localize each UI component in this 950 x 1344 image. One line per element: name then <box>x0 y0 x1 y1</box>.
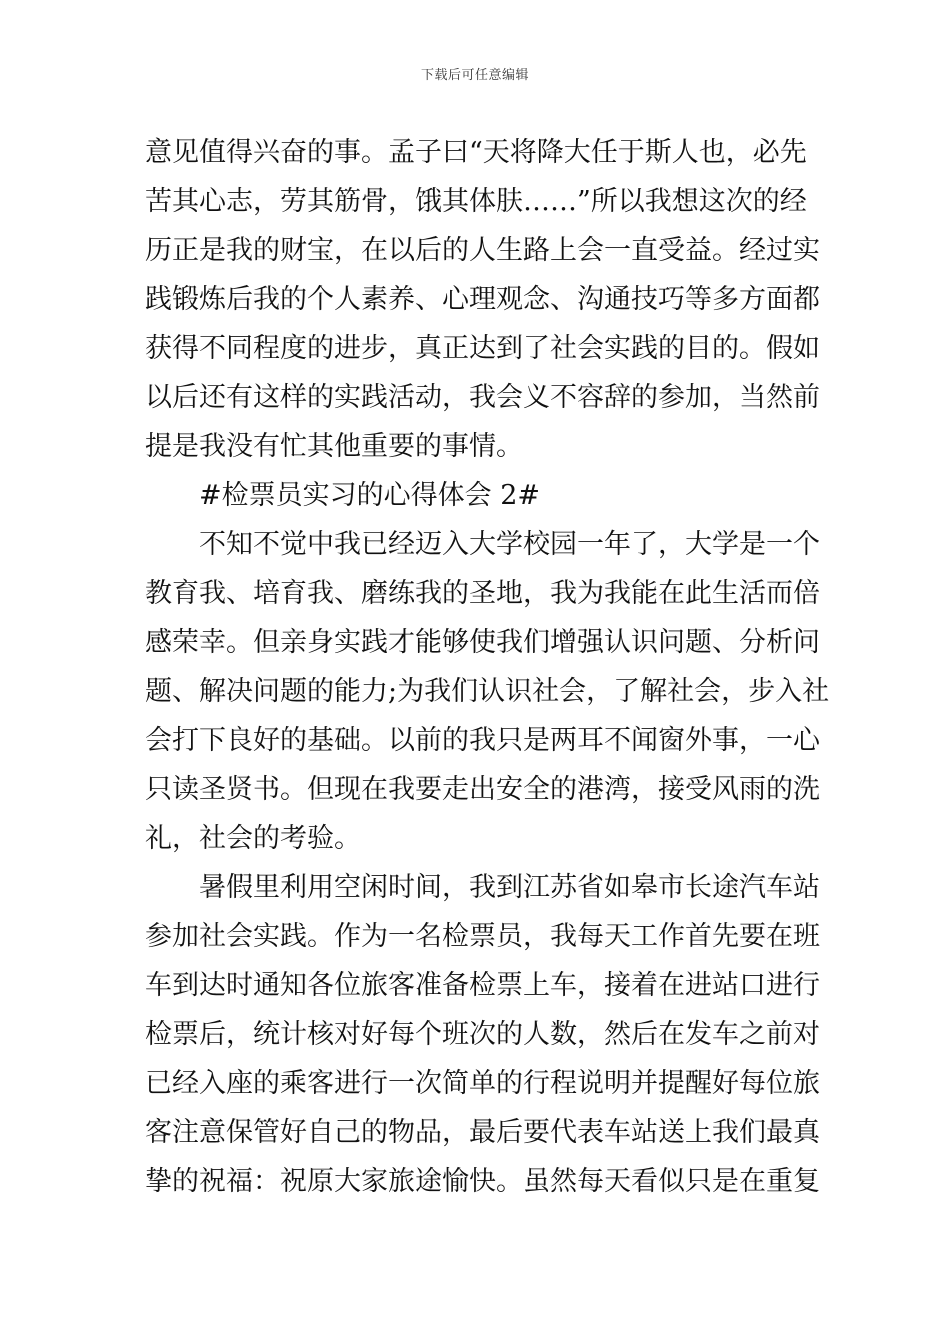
text-line-18: 车到达时通知各位旅客准备检票上车，接着在进站口进行 <box>145 970 820 1001</box>
text-line-3: 历正是我的财宝，在以后的人生路上会一直受益。经过实 <box>145 235 820 266</box>
text-line-6: 以后还有这样的实践活动，我会义不容辞的参加，当然前 <box>145 382 820 413</box>
document-body <box>145 128 830 1206</box>
text-line-5: 获得不同程度的进步，真正达到了社会实践的目的。假如 <box>145 333 820 364</box>
text-line-9: 不知不觉中我已经迈入大学校园一年了，大学是一个 <box>199 529 820 560</box>
text-line-4: 践锻炼后我的个人素养、心理观念、沟通技巧等多方面都 <box>145 284 820 315</box>
text-line-19: 检票后，统计核对好每个班次的人数，然后在发车之前对 <box>145 1019 820 1050</box>
section-heading: #检票员实习的心得体会 2# <box>199 480 541 511</box>
text-line-12: 题、解决问题的能力;为我们认识社会，了解社会，步入社 <box>145 676 830 707</box>
text-line-1: 意见值得兴奋的事。孟子曰“天将降大任于斯人也，必先 <box>145 137 807 168</box>
text-line-22: 挚的祝福：祝原大家旅途愉快。虽然每天看似只是在重复 <box>145 1166 820 1197</box>
text-line-15: 礼，社会的考验。 <box>145 823 361 854</box>
text-line-21: 客注意保管好自己的物品，最后要代表车站送上我们最真 <box>145 1117 820 1148</box>
text-line-13: 会打下良好的基础。以前的我只是两耳不闻窗外事，一心 <box>145 725 820 756</box>
text-line-11: 感荣幸。但亲身实践才能够使我们增强认识问题、分析问 <box>145 627 820 658</box>
text-line-16: 暑假里利用空闲时间，我到江苏省如皋市长途汽车站 <box>199 872 820 903</box>
text-line-14: 只读圣贤书。但现在我要走出安全的港湾，接受风雨的洗 <box>145 774 820 805</box>
text-line-17: 参加社会实践。作为一名检票员，我每天工作首先要在班 <box>145 921 820 952</box>
text-line-7: 提是我没有忙其他重要的事情。 <box>145 431 523 462</box>
text-line-2: 苦其心志，劳其筋骨，饿其体肤……”所以我想这次的经 <box>145 186 807 217</box>
page-header: 下载后可任意编辑 <box>420 68 529 83</box>
text-line-20: 已经入座的乘客进行一次简单的行程说明并提醒好每位旅 <box>145 1068 820 1099</box>
text-line-10: 教育我、培育我、磨练我的圣地，我为我能在此生活而倍 <box>145 578 820 609</box>
